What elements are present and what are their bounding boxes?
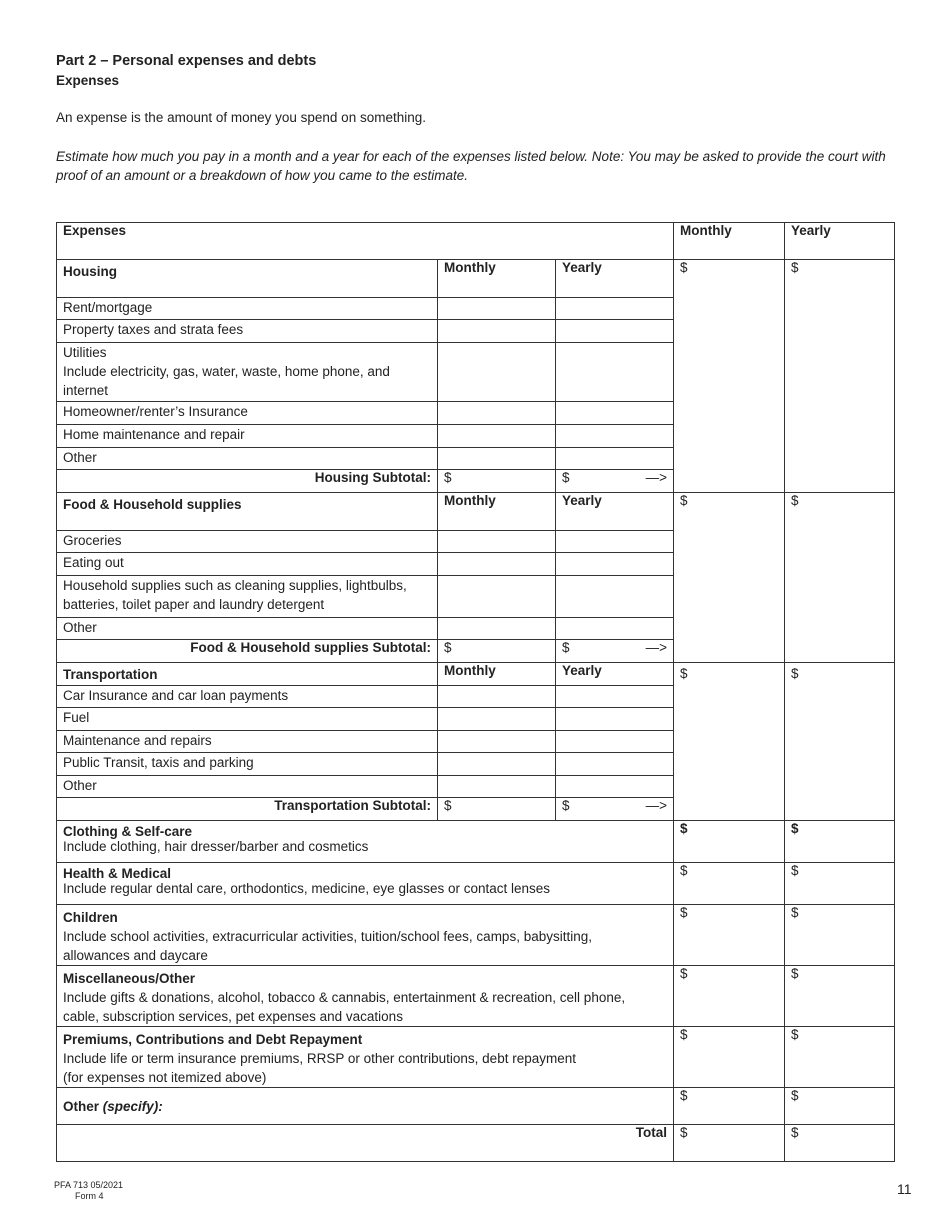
children-note: Include school activities, extracurricular activities, tuition/school fees, camps, babysitting, allowances and daycare (63, 929, 592, 963)
other-row (57, 1088, 895, 1125)
total-yearly-field[interactable]: $ (785, 1125, 895, 1162)
housing-subtotal-monthly[interactable]: $ (438, 470, 556, 493)
transport-item-label: Fuel (57, 708, 438, 731)
transport-yearly-total[interactable]: $ (785, 663, 895, 821)
clothing-row (57, 821, 895, 863)
transport-item-label: Maintenance and repairs (57, 731, 438, 753)
housing-monthly-field[interactable] (438, 343, 556, 402)
housing-yearly-field[interactable] (556, 320, 674, 343)
form-footer (54, 1180, 123, 1202)
children-row (57, 905, 895, 966)
housing-monthly-field[interactable] (438, 402, 556, 425)
food-subtotal-label: Food & Household supplies Subtotal: (57, 640, 438, 663)
total-monthly-field[interactable]: $ (674, 1125, 785, 1162)
housing-item-label: Other (57, 448, 438, 470)
transport-subtotal-monthly[interactable]: $ (438, 798, 556, 821)
food-monthly-field[interactable] (438, 618, 556, 640)
food-subtotal-monthly[interactable]: $ (438, 640, 556, 663)
housing-yearly-label: Yearly (556, 260, 674, 298)
housing-item-label: Utilities (63, 345, 107, 360)
transport-monthly-label: Monthly (438, 663, 556, 686)
misc-note: Include gifts & donations, alcohol, tobacco & cannabis, entertainment & recreation, cell phone, cable, subscription services, pet expenses and vacations (63, 990, 626, 1024)
housing-yearly-field[interactable] (556, 402, 674, 425)
food-item-label: Household supplies such as cleaning supplies, lightbulbs, batteries, toilet paper and laundry detergent (57, 576, 438, 618)
housing-title: Housing (57, 260, 438, 298)
section-subtitle: Expenses (56, 73, 120, 88)
clothing-note: Include clothing, hair dresser/barber and cosmetics (63, 839, 369, 854)
total-label: Total (57, 1125, 674, 1162)
transport-yearly-field[interactable] (556, 708, 674, 731)
food-yearly-total[interactable]: $ (785, 493, 895, 663)
transport-subtotal-label: Transportation Subtotal: (57, 798, 438, 821)
food-monthly-field[interactable] (438, 531, 556, 553)
food-item-label: Eating out (57, 553, 438, 576)
health-title: Health & Medical (63, 866, 172, 881)
misc-monthly-field[interactable]: $ (674, 966, 785, 1027)
total-row (57, 1125, 895, 1162)
clothing-yearly-field[interactable]: $ (785, 821, 895, 863)
housing-subtotal-yearly[interactable] (556, 470, 674, 493)
premiums-yearly-field[interactable]: $ (785, 1027, 895, 1088)
children-yearly-field[interactable]: $ (785, 905, 895, 966)
transport-item-label: Public Transit, taxis and parking (57, 753, 438, 776)
transport-monthly-field[interactable] (438, 686, 556, 708)
health-note: Include regular dental care, orthodontics, medicine, eye glasses or contact lenses (63, 881, 551, 896)
food-monthly-field[interactable] (438, 553, 556, 576)
housing-item-label: Home maintenance and repair (57, 425, 438, 448)
utilities-note: Include electricity, gas, water, waste, home phone, and internet (63, 364, 390, 398)
premiums-cell (57, 1027, 674, 1088)
misc-row (57, 966, 895, 1027)
premiums-row (57, 1027, 895, 1088)
transport-item-label: Car Insurance and car loan payments (57, 686, 438, 708)
food-yearly-field[interactable] (556, 553, 674, 576)
children-monthly-field[interactable]: $ (674, 905, 785, 966)
housing-yearly-total[interactable]: $ (785, 260, 895, 493)
transport-monthly-field[interactable] (438, 776, 556, 798)
housing-yearly-field[interactable] (556, 343, 674, 402)
food-monthly-label: Monthly (438, 493, 556, 531)
housing-item-label: Property taxes and strata fees (57, 320, 438, 343)
housing-monthly-field[interactable] (438, 320, 556, 343)
housing-item-label: Rent/mortgage (57, 298, 438, 320)
dollar-sign: $ (562, 798, 570, 813)
form-name: Form 4 (75, 1191, 104, 1201)
food-header-row (57, 493, 895, 531)
misc-cell (57, 966, 674, 1027)
children-cell (57, 905, 674, 966)
transport-title: Transportation (57, 663, 438, 686)
food-item-label: Other (57, 618, 438, 640)
dollar-sign: $ (562, 470, 570, 485)
clothing-monthly-field[interactable]: $ (674, 821, 785, 863)
instruction-text: Estimate how much you pay in a month and a year for each of the expenses listed below. Note: You may be asked to provide the court with proof of an amount or a breakdown of how you came to the estimate. (56, 149, 886, 183)
health-row (57, 863, 895, 905)
other-specify: (specify): (102, 1098, 163, 1114)
transport-monthly-field[interactable] (438, 708, 556, 731)
food-title: Food & Household supplies (57, 493, 438, 531)
other-title: Other (63, 1098, 100, 1114)
other-monthly-field[interactable]: $ (674, 1088, 785, 1125)
food-yearly-label: Yearly (556, 493, 674, 531)
children-title: Children (63, 910, 118, 925)
expenses-table (56, 222, 895, 1162)
health-monthly-field[interactable]: $ (674, 863, 785, 905)
misc-title: Miscellaneous/Other (63, 971, 196, 986)
housing-item-label: Homeowner/renter’s Insurance (57, 402, 438, 425)
health-cell (57, 863, 674, 905)
arrow-right-icon: —> (645, 470, 668, 485)
housing-monthly-field[interactable] (438, 425, 556, 448)
food-yearly-field[interactable] (556, 531, 674, 553)
food-monthly-total[interactable]: $ (674, 493, 785, 663)
arrow-right-icon: —> (645, 640, 668, 655)
transport-monthly-total[interactable]: $ (674, 663, 785, 821)
other-cell[interactable] (57, 1088, 674, 1125)
housing-header-row (57, 260, 895, 298)
dollar-sign: $ (562, 640, 570, 655)
header-monthly: Monthly (674, 223, 785, 260)
housing-monthly-field[interactable] (438, 298, 556, 320)
housing-monthly-field[interactable] (438, 448, 556, 470)
premiums-monthly-field[interactable]: $ (674, 1027, 785, 1088)
food-subtotal-yearly[interactable] (556, 640, 674, 663)
transport-yearly-field[interactable] (556, 686, 674, 708)
clothing-cell (57, 821, 674, 863)
housing-monthly-total[interactable]: $ (674, 260, 785, 493)
transport-monthly-field[interactable] (438, 753, 556, 776)
premiums-note-2: (for expenses not itemized above) (63, 1070, 267, 1085)
misc-yearly-field[interactable]: $ (785, 966, 895, 1027)
health-yearly-field[interactable]: $ (785, 863, 895, 905)
table-header-row (57, 223, 895, 260)
other-yearly-field[interactable]: $ (785, 1088, 895, 1125)
housing-yearly-field[interactable] (556, 425, 674, 448)
housing-utilities-cell (57, 343, 438, 402)
housing-monthly-label: Monthly (438, 260, 556, 298)
transport-yearly-field[interactable] (556, 731, 674, 753)
premiums-title: Premiums, Contributions and Debt Repayment (63, 1032, 363, 1047)
food-yearly-field[interactable] (556, 576, 674, 618)
food-yearly-field[interactable] (556, 618, 674, 640)
form-code: PFA 713 05/2021 (54, 1180, 124, 1190)
transport-yearly-field[interactable] (556, 753, 674, 776)
clothing-title: Clothing & Self-care (63, 824, 193, 839)
part-title: Part 2 – Personal expenses and debts (56, 53, 317, 69)
transport-yearly-field[interactable] (556, 776, 674, 798)
housing-yearly-field[interactable] (556, 448, 674, 470)
page-number: 11 (897, 1181, 912, 1197)
housing-subtotal-label: Housing Subtotal: (57, 470, 438, 493)
housing-yearly-field[interactable] (556, 298, 674, 320)
table-title: Expenses (57, 223, 674, 260)
transport-subtotal-yearly[interactable] (556, 798, 674, 821)
transport-yearly-label: Yearly (556, 663, 674, 686)
transport-header-row (57, 663, 895, 686)
transport-monthly-field[interactable] (438, 731, 556, 753)
arrow-right-icon: —> (645, 798, 668, 813)
food-monthly-field[interactable] (438, 576, 556, 618)
header-yearly: Yearly (785, 223, 895, 260)
premiums-note: Include life or term insurance premiums, RRSP or other contributions, debt repayment (63, 1051, 576, 1066)
definition-text: An expense is the amount of money you spend on something. (56, 110, 426, 125)
food-item-label: Groceries (57, 531, 438, 553)
transport-item-label: Other (57, 776, 438, 798)
